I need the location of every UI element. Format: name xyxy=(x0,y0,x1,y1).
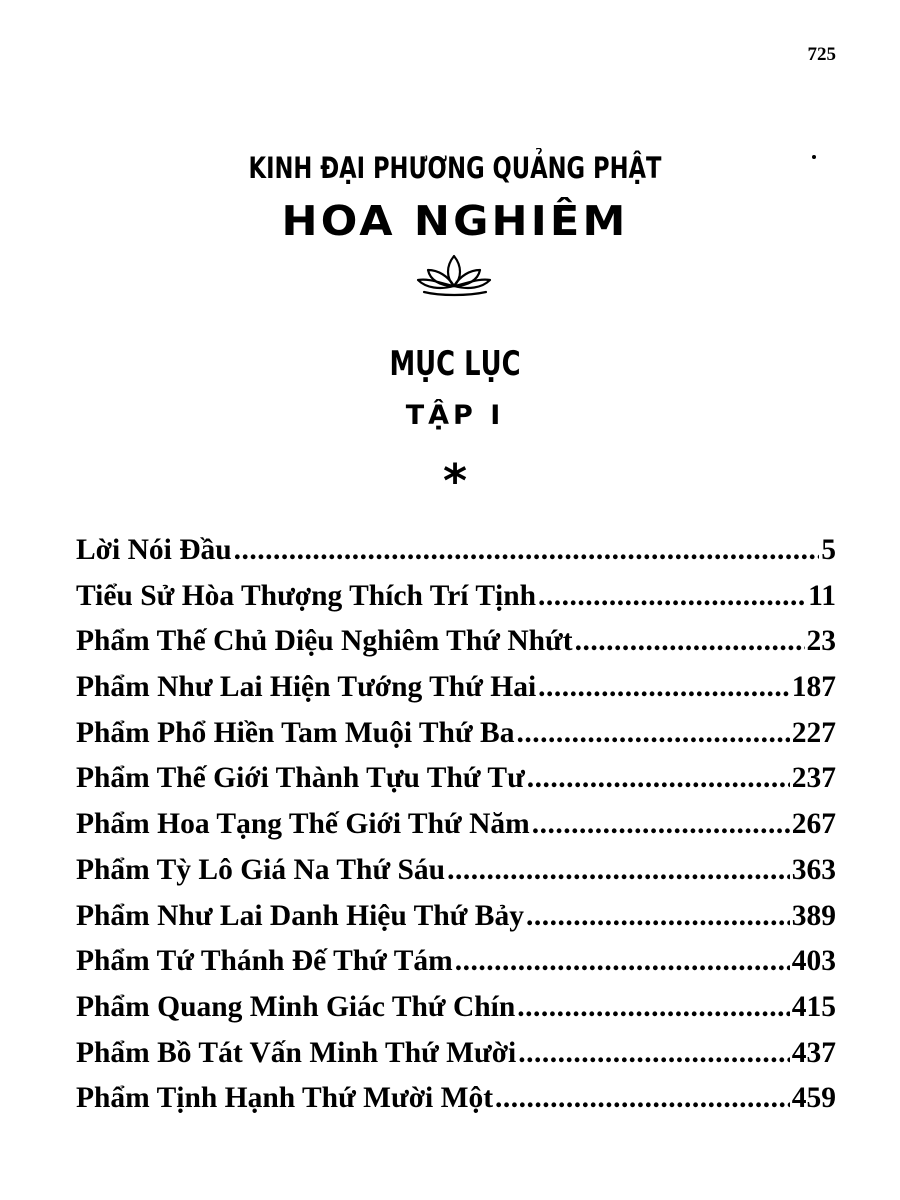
toc-entry[interactable] xyxy=(76,1076,836,1122)
dot-leader xyxy=(234,528,820,574)
toc-entry-title: Phẩm Như Lai Danh Hiệu Thứ Bảy xyxy=(76,899,524,932)
toc-entry[interactable] xyxy=(76,665,836,711)
toc-entry-title: Phẩm Phổ Hiền Tam Muội Thứ Ba xyxy=(76,716,515,749)
toc-entry-page: 11 xyxy=(808,579,836,612)
toc-entry-page: 237 xyxy=(791,762,836,795)
dot-leader xyxy=(527,756,790,802)
dot-leader xyxy=(517,985,789,1031)
toc-entry-title: Phẩm Tịnh Hạnh Thứ Mười Một xyxy=(76,1082,494,1115)
toc-entry-title: Phẩm Quang Minh Giác Thứ Chín xyxy=(76,990,516,1023)
dot-leader xyxy=(516,711,789,757)
toc-entry-page: 389 xyxy=(791,899,836,932)
separator-asterisk: * xyxy=(442,454,468,508)
dot-leader xyxy=(455,939,790,985)
book-title-line2: HOA NGHIÊM xyxy=(281,197,629,245)
dot-leader xyxy=(518,1031,789,1077)
book-title-line1: KINH ĐẠI PHƯƠNG QUẢNG PHẬT xyxy=(248,151,662,185)
page-number: 725 xyxy=(807,44,836,65)
toc-heading: MỤC LỤC xyxy=(389,344,521,384)
toc-entry-page: 267 xyxy=(791,808,836,841)
toc-entry[interactable] xyxy=(76,894,836,940)
toc-list xyxy=(76,528,836,1122)
toc-entry[interactable] xyxy=(76,619,836,665)
toc-entry[interactable] xyxy=(76,756,836,802)
toc-entry-title: Phẩm Tỳ Lô Giá Na Thứ Sáu xyxy=(76,853,446,886)
dot-leader xyxy=(538,665,790,711)
toc-entry[interactable] xyxy=(76,1031,836,1077)
toc-entry-title: Phẩm Tứ Thánh Đế Thứ Tám xyxy=(76,945,453,978)
toc-entry[interactable] xyxy=(76,802,836,848)
toc-entry-page: 403 xyxy=(791,945,836,978)
toc-entry[interactable] xyxy=(76,939,836,985)
dot-leader xyxy=(575,619,805,665)
toc-entry-page: 227 xyxy=(791,716,836,749)
dot-leader xyxy=(526,894,790,940)
toc-entry-page: 437 xyxy=(791,1036,836,1069)
toc-entry-title: Phẩm Hoa Tạng Thế Giới Thứ Năm xyxy=(76,808,530,841)
toc-entry-title: Phẩm Thế Giới Thành Tựu Thứ Tư xyxy=(76,762,525,795)
dot-leader xyxy=(495,1076,790,1122)
dot-leader xyxy=(532,802,790,848)
toc-entry[interactable] xyxy=(76,574,836,620)
toc-entry[interactable] xyxy=(76,985,836,1031)
toc-entry[interactable] xyxy=(76,711,836,757)
dot-leader xyxy=(447,848,790,894)
volume-label: TẬP I xyxy=(405,400,505,431)
toc-entry-page: 415 xyxy=(791,990,836,1023)
dot-leader xyxy=(538,574,806,620)
toc-entry[interactable] xyxy=(76,848,836,894)
toc-entry-title: Phẩm Thế Chủ Diệu Nghiêm Thứ Nhứt xyxy=(76,625,573,658)
toc-entry-page: 23 xyxy=(806,625,836,658)
toc-entry-page: 363 xyxy=(791,853,836,886)
toc-entry-title: Phẩm Như Lai Hiện Tướng Thứ Hai xyxy=(76,671,537,704)
toc-entry-page: 459 xyxy=(791,1082,836,1115)
toc-entry-title: Tiểu Sử Hòa Thượng Thích Trí Tịnh xyxy=(76,579,537,612)
toc-entry[interactable] xyxy=(76,528,836,574)
toc-entry-title: Lời Nói Đầu xyxy=(76,534,232,566)
lotus-icon xyxy=(410,250,498,298)
toc-entry-page: 5 xyxy=(821,534,836,566)
scan-speck xyxy=(812,155,816,159)
toc-entry-title: Phẩm Bồ Tát Vấn Minh Thứ Mười xyxy=(76,1036,517,1069)
toc-entry-page: 187 xyxy=(791,671,836,704)
